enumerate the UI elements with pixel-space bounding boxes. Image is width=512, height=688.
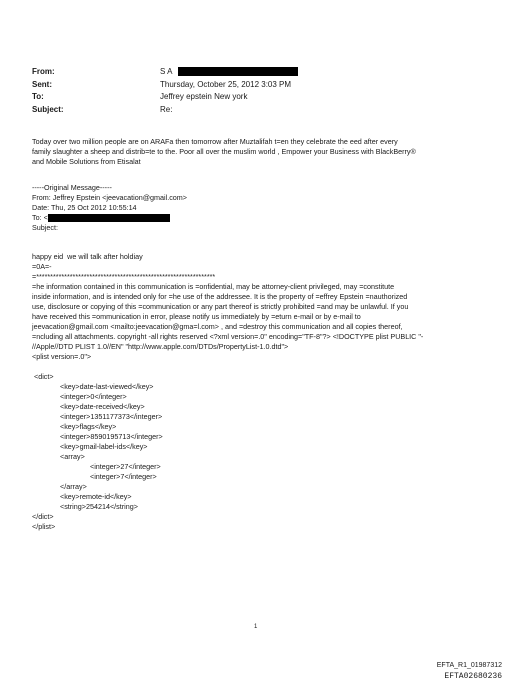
plist-line: <key>flags</key> (60, 422, 117, 431)
to-row (32, 91, 482, 104)
plist-block (32, 372, 163, 532)
bates-number-secondary: EFTA02680236 (444, 672, 502, 681)
disclaimer-line: jeevacation@gmail.com <mailto:jeevacation@gma=l.com> , and =destroy this communication and all copies thereof, (32, 322, 403, 331)
redaction-block (48, 214, 170, 222)
original-date: Date: Thu, 25 Oct 2012 10:55:14 (32, 203, 137, 212)
original-divider: -----Original Message----- (32, 183, 112, 192)
plist-line: <array> (60, 452, 85, 461)
disclaimer-line: use, disclosure or copying of this =communication or any part thereof is strictly prohibited =and may be unlawful. If you (32, 302, 409, 311)
message-line: family slaughter a sheep and distrib=te to the. Poor all over the muslim world , Empower your Business with BlackBerry® (32, 147, 416, 156)
reply-line: happy eid we will talk after holdiay (32, 252, 143, 261)
plist-line: <integer>1351177373</integer> (60, 412, 163, 421)
to-value: Jeffrey epstein New york (160, 92, 248, 101)
message-body (32, 137, 416, 167)
reply-line: =**************************************************************** (32, 272, 216, 281)
disclaimer-line: =ncluding all attachments. copyright -all rights reserved <?xml version=.0" encoding="TF-8"?> <!DOCTYPE plist PUBLIC "- (32, 332, 424, 341)
bates-number-primary: EFTA_R1_01987312 (436, 662, 502, 669)
from-row (32, 66, 482, 79)
plist-line: <integer>0</integer> (60, 392, 127, 401)
sent-label: Sent: (32, 79, 52, 89)
sent-value: Thursday, October 25, 2012 3:03 PM (160, 79, 292, 89)
plist-line: <key>remote-id</key> (60, 492, 132, 501)
page-number: 1 (254, 624, 258, 630)
plist-array-close: </array> (60, 482, 87, 491)
from-name: S A (160, 67, 173, 76)
message-line: and Mobile Solutions from Etisalat (32, 157, 141, 166)
original-subject: Subject: (32, 223, 58, 232)
original-message-header (32, 183, 187, 233)
from-label: From: (32, 67, 55, 76)
original-from: From: Jeffrey Epstein <jeevacation@gmail.com> (32, 193, 187, 202)
sent-row (32, 79, 482, 92)
subject-label: Subject: (32, 104, 64, 114)
disclaimer-line: have received this =ommunication in error, please notify us immediately by =eturn e-mail or by e-mail to (32, 312, 361, 321)
from-value (160, 66, 298, 79)
plist-dict-open: <dict> (34, 372, 54, 381)
original-to: To: < (32, 213, 48, 222)
plist-array-item: <integer>27</integer> (90, 462, 161, 471)
plist-line: <key>date-received</key> (60, 402, 145, 411)
subject-row (32, 104, 482, 117)
disclaimer-line: <plist version=.0"> (32, 352, 92, 361)
plist-array-item: <integer>7</integer> (90, 472, 157, 481)
redaction-block (178, 67, 298, 76)
original-to-row (32, 213, 187, 223)
plist-dict-close: </dict> (32, 512, 54, 521)
email-header (32, 66, 482, 116)
plist-close: </plist> (32, 522, 56, 531)
plist-line: <integer>8590195713</integer> (60, 432, 163, 441)
reply-text (32, 252, 215, 282)
subject-value: Re: (160, 104, 173, 114)
reply-line: =0A=- (32, 262, 52, 271)
to-label: To: (32, 92, 44, 101)
disclaimer-line: =he information contained in this communication is =onfidential, may be attorney-client privileged, may =constitute (32, 282, 395, 291)
disclaimer-line: inside information, and is intended only for =he use of the addressee. It is the property of =effrey Epstein =nauthorized (32, 292, 408, 301)
message-line: Today over two million people are on ARAFa then tomorrow after Muztalifah t=en they celebrate the eed after every (32, 137, 398, 146)
plist-line: <key>date-last-viewed</key> (60, 382, 154, 391)
disclaimer (32, 282, 423, 362)
plist-line: <key>gmail-label-ids</key> (60, 442, 148, 451)
disclaimer-line: //Apple//DTD PLIST 1.0//EN" "http://www.apple.com/DTDs/PropertyList-1.0.dtd"> (32, 342, 289, 351)
plist-line: <string>254214</string> (60, 502, 138, 511)
